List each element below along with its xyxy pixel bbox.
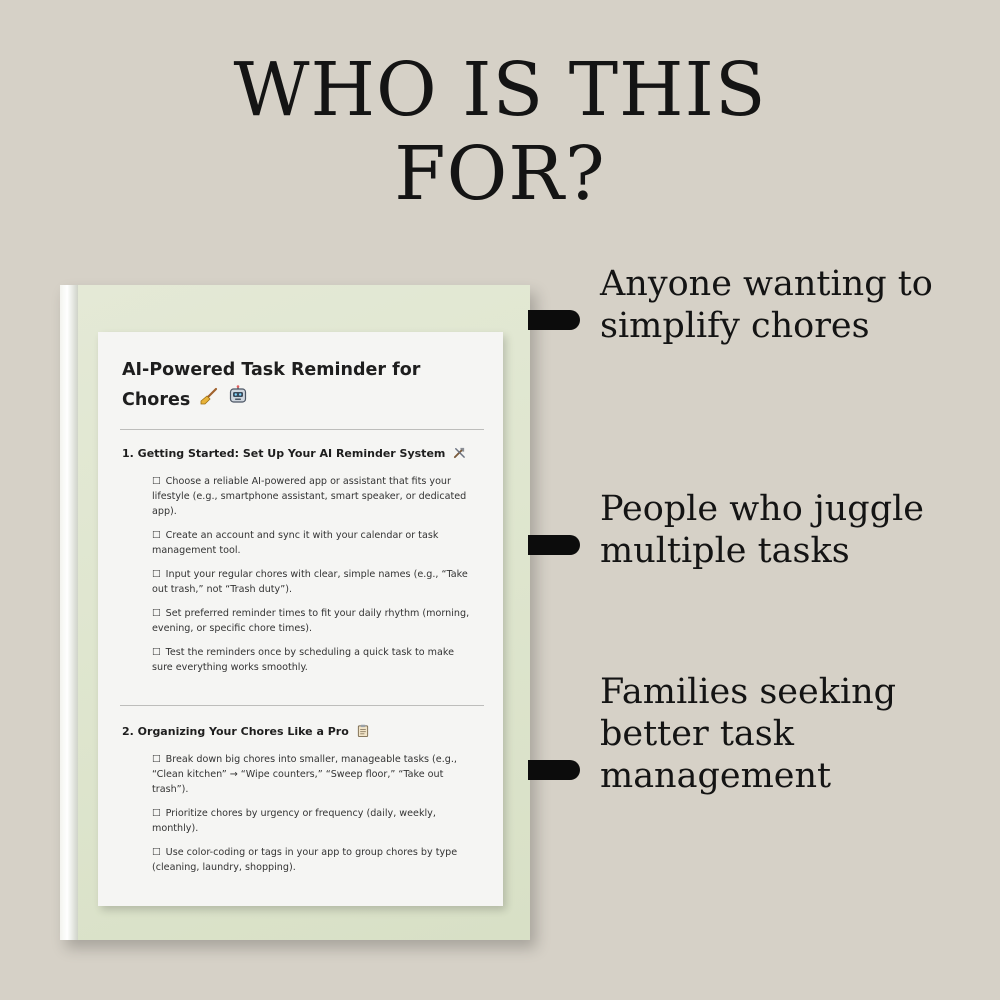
clipboard-icon <box>357 724 369 740</box>
section-heading-1: 1. Getting Started: Set Up Your AI Reminder System <box>122 446 481 462</box>
document-title: AI-Powered Task Reminder for Chores <box>122 356 452 415</box>
pointer-tab-2 <box>528 535 580 555</box>
checklist-item: ☐ Create an account and sync it with your calendar or task management tool. <box>152 530 439 556</box>
checklist-item: ☐ Input your regular chores with clear, simple names (e.g., “Take out trash,” not “Trash duty”). <box>152 569 468 595</box>
divider <box>120 429 484 430</box>
checklist-item: ☐ Break down big chores into smaller, manageable tasks (e.g., “Clean kitchen” → “Wipe counters,” “Sweep floor,” “Take out trash”). <box>152 754 457 795</box>
document-page <box>98 332 503 906</box>
headline-line-1: WHO IS THIS <box>233 47 767 133</box>
audience-point-2: People who juggle multiple tasks <box>600 489 925 571</box>
pointer-tab-3 <box>528 760 580 780</box>
book-spine <box>60 285 78 940</box>
broom-icon <box>200 386 218 415</box>
headline-line-2: FOR? <box>394 131 606 217</box>
audience-point-3: Families seeking better task management <box>600 672 897 796</box>
audience-point-1: Anyone wanting to simplify chores <box>600 264 933 346</box>
pointer-tab-1 <box>528 310 580 330</box>
book-mockup <box>60 285 530 940</box>
checklist-item: ☐ Use color-coding or tags in your app to group chores by type (cleaning, laundry, shopping). <box>152 847 458 873</box>
checklist-item: ☐ Prioritize chores by urgency or frequency (daily, weekly, monthly). <box>152 808 436 834</box>
divider <box>120 705 484 706</box>
checklist-item: ☐ Choose a reliable AI-powered app or assistant that fits your lifestyle (e.g., smartphone assistant, smart speaker, or dedicated app). <box>152 476 467 517</box>
section-heading-2: 2. Organizing Your Chores Like a Pro <box>122 724 481 740</box>
checklist-item: ☐ Test the reminders once by scheduling a quick task to make sure everything works smoothly. <box>152 647 454 673</box>
tools-icon <box>453 446 466 462</box>
checklist-item: ☐ Set preferred reminder times to fit your daily rhythm (morning, evening, or specific chore times). <box>152 608 470 634</box>
robot-icon <box>228 385 248 415</box>
page-headline <box>0 48 1000 216</box>
